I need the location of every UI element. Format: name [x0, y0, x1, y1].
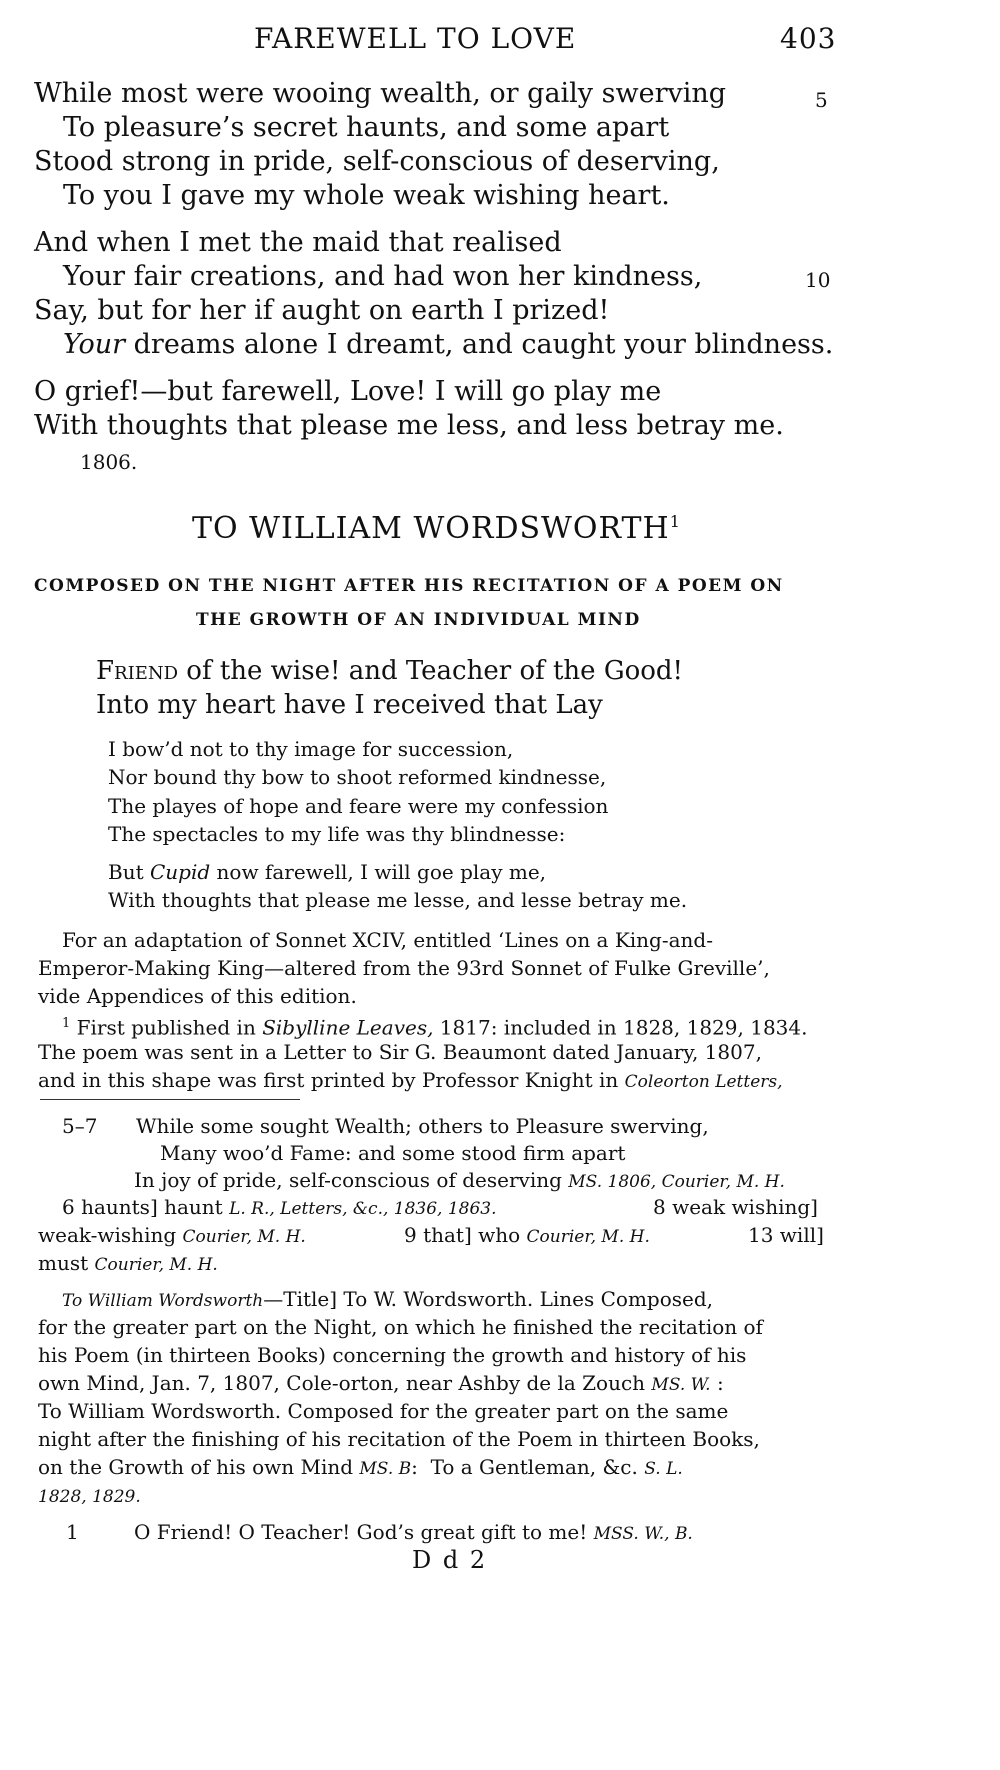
- variant-line: While some sought Wealth; others to Pleasure swerving,: [136, 1114, 709, 1138]
- poem-line: Stood strong in pride, self-conscious of deserving,: [34, 146, 720, 177]
- variant-line: 9 that] who Courier, M. H.: [404, 1223, 650, 1247]
- variant-number: 5–7: [62, 1114, 98, 1138]
- printer-signature: D d 2: [412, 1546, 488, 1574]
- quote-line: The spectacles to my life was thy blindnesse:: [108, 822, 566, 846]
- note-line: vide Appendices of this edition.: [38, 984, 357, 1008]
- quote-line: The playes of hope and feare were my confession: [108, 794, 609, 818]
- line-number: 5: [815, 88, 828, 112]
- variant-number: 1: [66, 1520, 79, 1544]
- poem-title: TO WILLIAM WORDSWORTH$^1$: [192, 511, 681, 546]
- divider-rule: [40, 1099, 300, 1100]
- page-number: 403: [780, 22, 837, 55]
- footnote-marker: 1: [669, 512, 681, 531]
- title-variant-line: 1828, 1829.: [38, 1487, 141, 1507]
- running-title: FAREWELL TO LOVE: [254, 22, 577, 55]
- poem-subtitle: THE GROWTH OF AN INDIVIDUAL MIND: [196, 610, 641, 630]
- quote-line: But Cupid now farewell, I will goe play me,: [108, 860, 547, 884]
- title-variant-line: for the greater part on the Night, on which he finished the recitation of: [38, 1315, 763, 1339]
- poem-line: Your fair creations, and had won her kindness,: [63, 261, 703, 292]
- title-variant-line: night after the finishing of his recitation of the Poem in thirteen Books,: [38, 1427, 760, 1451]
- title-variant-line: on the Growth of his own Mind MS. B: To a Gentleman, &c. S. L.: [38, 1455, 683, 1479]
- title-variant-line: To William Wordsworth—Title] To W. Wordsworth. Lines Composed,: [62, 1287, 714, 1311]
- poem-line: Into my heart have I received that Lay: [96, 690, 603, 720]
- poem-date: 1806.: [80, 450, 138, 474]
- title-variant-line: his Poem (in thirteen Books) concerning the growth and history of his: [38, 1343, 747, 1367]
- poem-line: Your dreams alone I dreamt, and caught your blindness.: [63, 329, 834, 360]
- footnote-line: and in this shape was first printed by Professor Knight in Coleorton Letters,: [38, 1068, 783, 1092]
- variant-line: must Courier, M. H.: [38, 1251, 218, 1275]
- poem-line: O grief!—but farewell, Love! I will go play me: [34, 376, 662, 407]
- poem-subtitle: COMPOSED ON THE NIGHT AFTER HIS RECITATION OF A POEM ON: [34, 576, 784, 596]
- footnote-line: $^1$ First published in Sibylline Leaves, 1817: included in 1828, 1829, 1834.: [62, 1015, 808, 1040]
- quote-line: I bow’d not to thy image for succession,: [108, 737, 514, 761]
- poem-line: Friend of the wise! and Teacher of the Good!: [96, 656, 683, 686]
- footnote-line: The poem was sent in a Letter to Sir G. Beaumont dated January, 1807,: [38, 1040, 762, 1064]
- poem-line: To you I gave my whole weak wishing heart.: [63, 180, 670, 211]
- line-number: 10: [805, 268, 831, 292]
- quote-line: With thoughts that please me lesse, and lesse betray me.: [108, 888, 688, 912]
- small-caps-word: Friend: [96, 656, 179, 686]
- title-variant-line: own Mind, Jan. 7, 1807, Cole-orton, near Ashby de la Zouch MS. W. :: [38, 1371, 724, 1395]
- variant-line: Many woo’d Fame: and some stood firm apart: [160, 1141, 626, 1165]
- poem-line: Say, but for her if aught on earth I prized!: [34, 295, 610, 326]
- poem-line: To pleasure’s secret haunts, and some apart: [63, 112, 670, 143]
- variant-line: O Friend! O Teacher! God’s great gift to me! MSS. W., B.: [134, 1520, 693, 1544]
- poem-line: While most were wooing wealth, or gaily swerving: [34, 78, 727, 109]
- variant-line: In joy of pride, self-conscious of deserving MS. 1806, Courier, M. H.: [134, 1168, 785, 1192]
- variant-line: weak-wishing Courier, M. H.: [38, 1223, 306, 1247]
- poem-line: With thoughts that please me less, and less betray me.: [34, 410, 784, 441]
- italic-emphasis: Your: [63, 329, 126, 360]
- quote-line: Nor bound thy bow to shoot reformed kindnesse,: [108, 765, 607, 789]
- variant-line: 6 haunts] haunt L. R., Letters, &c., 1836, 1863.: [62, 1195, 497, 1219]
- note-line: Emperor-Making King—altered from the 93rd Sonnet of Fulke Greville’,: [38, 956, 770, 980]
- note-line: For an adaptation of Sonnet XCIV, entitled ‘Lines on a King-and-: [62, 928, 713, 952]
- footnote-marker: 1: [62, 1016, 71, 1031]
- variant-line: 13 will]: [748, 1223, 824, 1247]
- title-variant-line: To William Wordsworth. Composed for the greater part on the same: [38, 1399, 729, 1423]
- variant-line: 8 weak wishing]: [653, 1195, 818, 1219]
- poem-line: And when I met the maid that realised: [34, 227, 562, 258]
